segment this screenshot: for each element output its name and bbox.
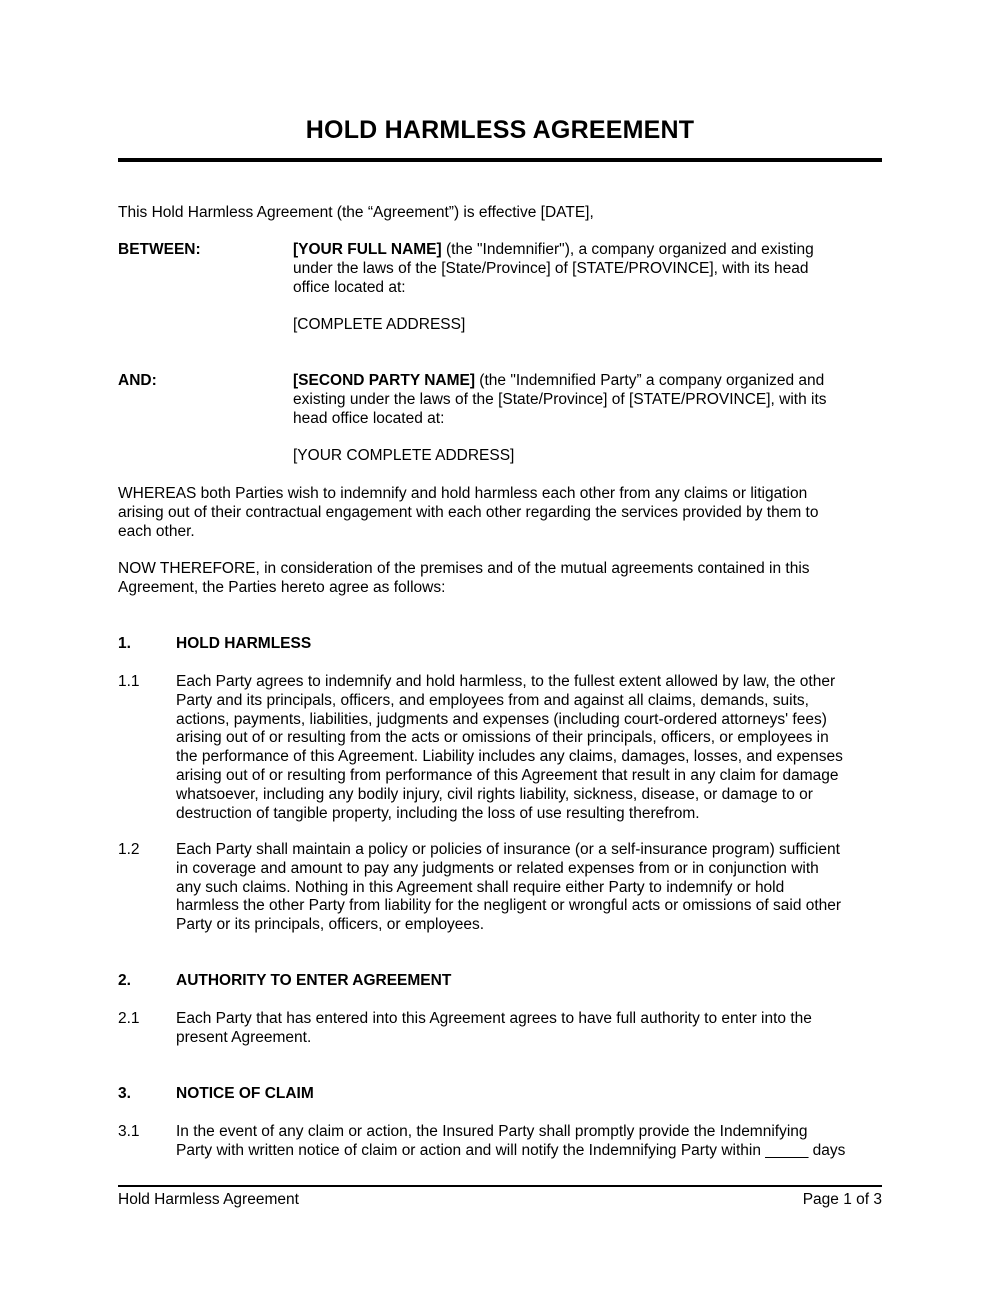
text-line: Agreement, the Parties hereto agree as follows: — [118, 578, 446, 596]
party-address-first: [COMPLETE ADDRESS] — [293, 316, 466, 333]
party-address-second: [YOUR COMPLETE ADDRESS] — [293, 447, 515, 464]
text-line: Party and its principals, officers, and employees from and against all claims, demands, suits, — [176, 691, 809, 709]
clause-number: 2.1 — [118, 1010, 140, 1027]
text-line: the performance of this Agreement. Liability includes any claims, damages, losses, and expenses — [176, 748, 843, 766]
text-line: actions, payments, liabilities, judgments and expenses (including court-ordered attorneys' fees) — [176, 710, 827, 728]
document-title: HOLD HARMLESS AGREEMENT — [305, 116, 695, 144]
now-therefore-paragraph — [118, 560, 888, 598]
footer-divider — [118, 1185, 882, 1187]
section-heading-notice-of-claim: NOTICE OF CLAIM — [176, 1085, 314, 1102]
text-line: Each Party agrees to indemnify and hold harmless, to the fullest extent allowed by law, the other — [176, 673, 836, 690]
text-line: Party or its principals, officers, or employees. — [176, 916, 485, 934]
party-description-line: (the "Indemnifier"), a company organized and existing — [441, 241, 814, 258]
section-heading-hold-harmless: HOLD HARMLESS — [176, 635, 312, 652]
text-line: present Agreement. — [176, 1028, 312, 1046]
party-label-and: AND: — [118, 372, 157, 389]
section-number: 2. — [118, 972, 131, 989]
title-divider — [118, 158, 882, 162]
clause-2-1 — [176, 1010, 888, 1048]
whereas-paragraph — [118, 485, 888, 541]
party-block-first — [293, 241, 883, 297]
text-line: Each Party shall maintain a policy or policies of insurance (or a self-insurance program) sufficient — [176, 841, 840, 858]
footer-document-name: Hold Harmless Agreement — [118, 1191, 299, 1208]
text-line: harmless the other Party from liability for the negligent or wrongful acts or omissions of said other — [176, 897, 842, 915]
party-description-line: (the "Indemnified Party” a company organized and — [475, 372, 825, 389]
section-number: 3. — [118, 1085, 131, 1102]
text-line: in coverage and amount to pay any judgments or related expenses from or in conjunction with — [176, 859, 819, 877]
text-line: arising out of their contractual engagement with each other regarding the services provided by them to — [118, 503, 819, 521]
text-line: NOW THEREFORE, in consideration of the premises and of the mutual agreements contained in this — [118, 560, 810, 577]
text-line: arising out of or resulting from performance of this Agreement that result in any claim for damage — [176, 766, 839, 784]
text-line: destruction of tangible property, including the loss of use resulting therefrom. — [176, 804, 700, 822]
section-number: 1. — [118, 635, 131, 652]
clause-number: 1.2 — [118, 841, 140, 858]
party-label-between: BETWEEN: — [118, 241, 201, 258]
clause-3-1 — [176, 1123, 888, 1161]
text-line: whatsoever, including any bodily injury, civil rights liability, sickness, disease, or damage to or — [176, 785, 813, 803]
footer-page-number: Page 1 of 3 — [802, 1191, 882, 1208]
text-line: Party with written notice of claim or action and will notify the Indemnifying Party within _____ days — [176, 1141, 846, 1159]
party-name: [SECOND PARTY NAME] — [293, 372, 475, 389]
clause-1-1 — [176, 673, 888, 823]
party-block-second — [293, 372, 883, 428]
party-description-line: existing under the laws of the [State/Province] of [STATE/PROVINCE], with its — [293, 390, 827, 408]
text-line: In the event of any claim or action, the Insured Party shall promptly provide the Indemnifying — [176, 1123, 808, 1140]
section-heading-authority: AUTHORITY TO ENTER AGREEMENT — [176, 972, 452, 989]
text-line: arising out of or resulting from the acts or omissions of their principals, officers, or employees in — [176, 729, 829, 747]
text-line: Each Party that has entered into this Agreement agrees to have full authority to enter into the — [176, 1010, 812, 1027]
intro-paragraph: This Hold Harmless Agreement (the “Agreement”) is effective [DATE], — [118, 204, 594, 221]
clause-1-2 — [176, 841, 888, 935]
text-line: any such claims. Nothing in this Agreement shall require either Party to indemnify or hold — [176, 878, 785, 896]
party-description-line: under the laws of the [State/Province] of [STATE/PROVINCE], with its head — [293, 259, 809, 277]
clause-number: 3.1 — [118, 1123, 140, 1140]
party-description-line: office located at: — [293, 278, 406, 296]
text-line: WHEREAS both Parties wish to indemnify and hold harmless each other from any claims or litigation — [118, 485, 808, 502]
clause-number: 1.1 — [118, 673, 140, 690]
text-line: each other. — [118, 522, 195, 540]
party-description-line: head office located at: — [293, 409, 445, 427]
party-name: [YOUR FULL NAME] — [293, 241, 442, 258]
